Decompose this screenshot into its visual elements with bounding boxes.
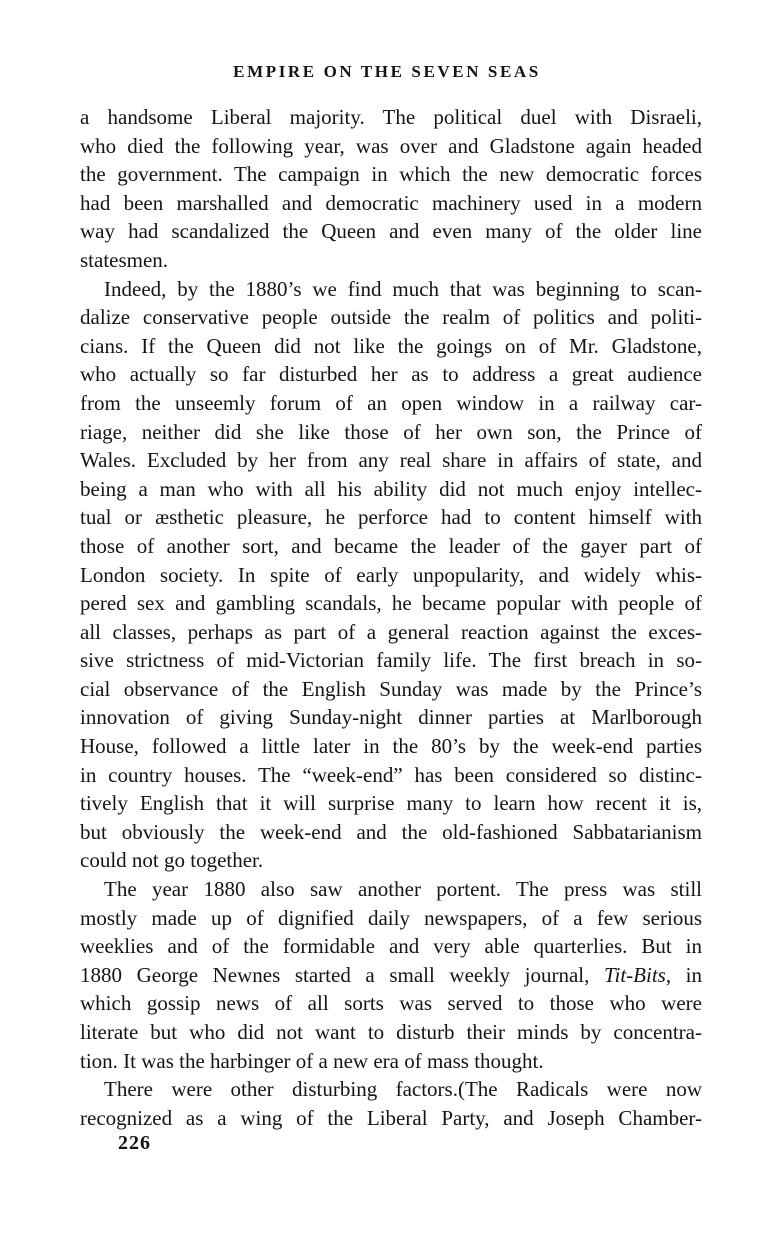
text-line: literate but who did not want to disturb their minds by concentra-: [80, 1020, 702, 1044]
text-line: the government. The campaign in which the new democratic forces: [80, 162, 702, 187]
text-line: innovation of giving Sunday-night dinner parties at Marlborough: [80, 705, 702, 730]
text-line: cians. If the Queen did not like the goings on of Mr. Gladstone,: [80, 333, 702, 358]
text-line: Wales. Excluded by her from any real share in affairs of state, and: [80, 448, 702, 473]
text-line: pered sex and gambling scandals, he became popular with people of: [80, 591, 702, 616]
text-line: who actually so far disturbed her as to address a great audience: [80, 362, 702, 387]
text-line: tively English that it will surprise many to learn how recent it is,: [80, 791, 702, 816]
text-line: London society. In spite of early unpopularity, and widely whis-: [80, 562, 702, 587]
text-line: Indeed, by the 1880’s we find much that was beginning to scan-: [104, 276, 702, 301]
journal-title: Tit-Bits: [603, 962, 666, 987]
text-line: cial observance of the English Sunday was made by the Prince’s: [80, 676, 702, 701]
text-line: There were other disturbing factors.(The Radicals were now: [104, 1077, 702, 1102]
text-line: could not go together.: [80, 848, 264, 873]
text-line: 1880 George Newnes started a small weekly journal, Tit-Bits, in: [80, 962, 702, 987]
text-line: being a man who with all his ability did not much enjoy intellec-: [80, 476, 702, 501]
text-line: The year 1880 also saw another portent. The press was still: [104, 877, 702, 902]
text-line: all classes, perhaps as part of a general reaction against the exces-: [80, 619, 702, 644]
text-line: riage, neither did she like those of her own son, the Prince of: [80, 419, 702, 444]
text-line: those of another sort, and became the leader of the gayer part of: [80, 533, 702, 558]
text-line: who died the following year, was over and Gladstone again headed: [80, 133, 702, 158]
running-head: EMPIRE ON THE SEVEN SEAS: [233, 62, 541, 81]
page-number: 226: [118, 1132, 151, 1154]
text-line: House, followed a little later in the 80’s by the week-end parties: [80, 734, 702, 759]
text-line: way had scandalized the Queen and even many of the older line: [80, 219, 702, 244]
text-line: dalize conservative people outside the realm of politics and politi-: [80, 305, 702, 330]
text-line: mostly made up of dignified daily newspapers, of a few serious: [80, 905, 702, 930]
text-line: had been marshalled and democratic machinery used in a modern: [80, 190, 702, 215]
text-line: weeklies and of the formidable and very able quarterlies. But in: [80, 934, 702, 959]
text-line: a handsome Liberal majority. The political duel with Disraeli,: [80, 105, 702, 129]
text-line: from the unseemly forum of an open window in a railway car-: [80, 390, 702, 415]
text-line: which gossip news of all sorts was served to those who were: [80, 991, 702, 1016]
text-line: in country houses. The “week-end” has been considered so distinc-: [80, 762, 702, 787]
text-line: tion. It was the harbinger of a new era of mass thought.: [80, 1048, 544, 1073]
text-line: statesmen.: [80, 247, 169, 272]
text-line: recognized as a wing of the Liberal Party, and Joseph Chamber-: [80, 1105, 702, 1130]
text-line: but obviously the week-end and the old-fashioned Sabbatarianism: [80, 819, 702, 844]
text-line: tual or æsthetic pleasure, he perforce had to content himself with: [80, 505, 702, 530]
text-line: sive strictness of mid-Victorian family life. The first breach in so-: [80, 648, 702, 673]
body-text: [80, 103, 702, 1132]
